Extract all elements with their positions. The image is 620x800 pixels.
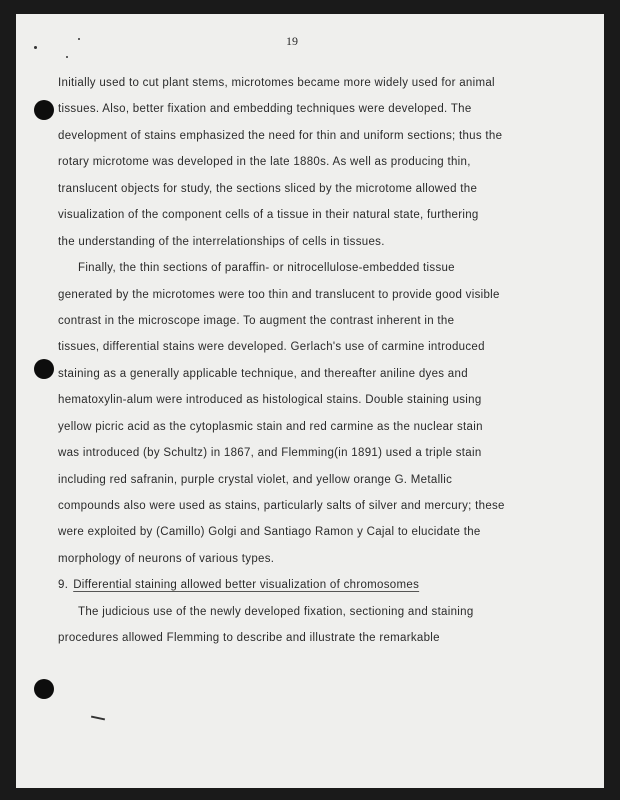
text-line: tissues, differential stains were developed. Gerlach's use of carmine introduced xyxy=(58,341,485,354)
text-line: rotary microtome was developed in the late 1880s. As well as producing thin, xyxy=(58,156,471,169)
document-body xyxy=(58,70,588,652)
text-line: generated by the microtomes were too thin and translucent to provide good visible xyxy=(58,288,500,301)
text-line: translucent objects for study, the sections sliced by the microtome allowed the xyxy=(58,182,478,195)
text-line: were exploited by (Camillo) Golgi and Santiago Ramon y Cajal to elucidate the xyxy=(58,526,481,539)
text-line: tissues. Also, better fixation and embedding techniques were developed. The xyxy=(58,103,472,116)
paragraph-3 xyxy=(58,599,588,652)
section-number: 9. xyxy=(58,579,69,592)
text-line: Initially used to cut plant stems, microtomes became more widely used for animal xyxy=(58,77,495,89)
scan-speck xyxy=(34,46,37,49)
section-title: Differential staining allowed better visualization of chromosomes xyxy=(73,579,420,592)
text-line: Finally, the thin sections of paraffin- or nitrocellulose-embedded tissue xyxy=(78,262,455,275)
text-line: development of stains emphasized the need for thin and uniform sections; thus the xyxy=(58,129,503,142)
text-line: the understanding of the interrelationships of cells in tissues. xyxy=(58,235,385,248)
text-line: staining as a generally applicable technique, and thereafter aniline dyes and xyxy=(58,367,468,380)
text-line: including red safranin, purple crystal violet, and yellow orange G. Metallic xyxy=(58,473,453,486)
text-line: visualization of the component cells of a tissue in their natural state, furthering xyxy=(58,209,479,222)
punch-hole xyxy=(34,679,54,699)
text-line: contrast in the microscope image. To augment the contrast inherent in the xyxy=(58,314,455,327)
text-line: yellow picric acid as the cytoplasmic stain and red carmine as the nuclear stain xyxy=(58,420,483,433)
punch-hole xyxy=(34,100,54,120)
text-line: hematoxylin-alum were introduced as histological stains. Double staining using xyxy=(58,394,482,407)
text-line: The judicious use of the newly developed fixation, sectioning and staining xyxy=(78,605,474,618)
scan-speck xyxy=(78,38,80,40)
text-line: procedures allowed Flemming to describe and illustrate the remarkable xyxy=(58,632,440,645)
paragraph-1 xyxy=(58,70,588,255)
scan-speck xyxy=(66,56,68,58)
section-heading xyxy=(58,572,588,598)
punch-hole xyxy=(34,359,54,379)
page-number: 19 xyxy=(286,34,298,48)
text-line: morphology of neurons of various types. xyxy=(58,552,275,565)
paragraph-2 xyxy=(58,255,588,572)
text-line: was introduced (by Schultz) in 1867, and Flemming(in 1891) used a triple stain xyxy=(58,447,482,460)
text-line: compounds also were used as stains, particularly salts of silver and mercury; these xyxy=(58,500,505,512)
